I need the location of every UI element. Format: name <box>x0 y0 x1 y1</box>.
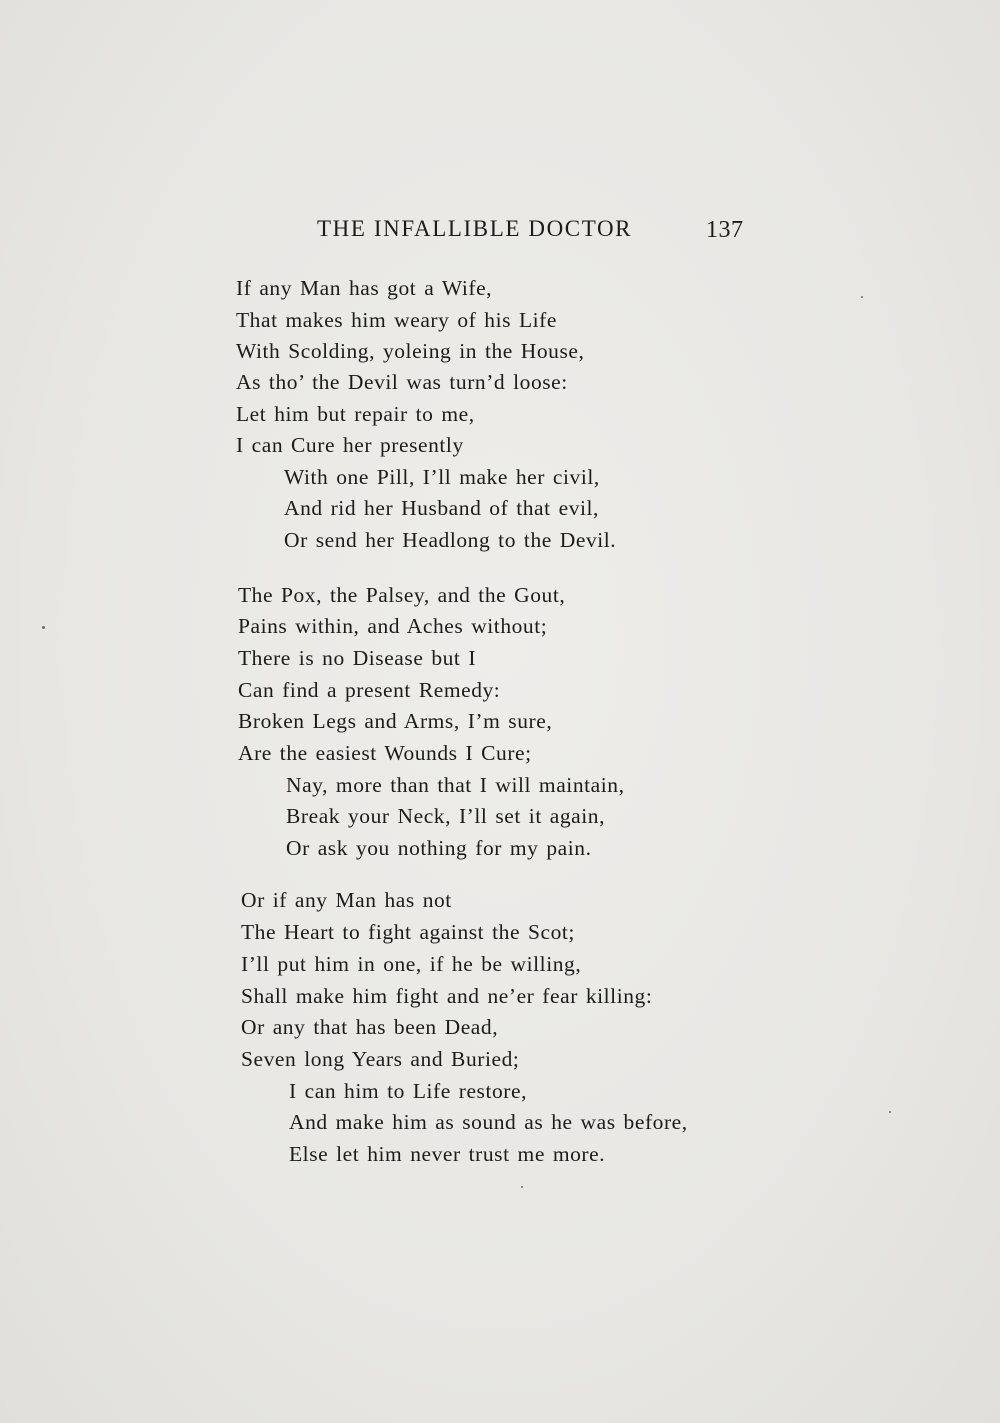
poem-line: Let him but repair to me, <box>236 402 475 426</box>
paper-speck <box>42 626 45 629</box>
poem-line: Seven long Years and Buried; <box>241 1047 520 1071</box>
poem-line: Pains within, and Aches without; <box>238 614 548 638</box>
poem-line-indented: Nay, more than that I will maintain, <box>286 773 625 797</box>
poem-line: Shall make him fight and ne’er fear killing: <box>241 984 653 1008</box>
paper-speck <box>521 1186 523 1188</box>
poem-line: I can Cure her presently <box>236 433 464 457</box>
poem-line: Are the easiest Wounds I Cure; <box>238 741 532 765</box>
poem-line: I’ll put him in one, if he be willing, <box>241 952 582 976</box>
paper-speck <box>861 296 863 298</box>
poem-line-indented: And make him as sound as he was before, <box>289 1110 688 1134</box>
poem-line: As tho’ the Devil was turn’d loose: <box>236 370 568 394</box>
poem-line: Or any that has been Dead, <box>241 1015 499 1039</box>
poem-line: That makes him weary of his Life <box>236 308 557 332</box>
poem-line: If any Man has got a Wife, <box>236 276 493 300</box>
running-head <box>0 216 1000 248</box>
poem-line: Can find a present Remedy: <box>238 678 501 702</box>
poem-line-indented: Or send her Headlong to the Devil. <box>284 528 617 552</box>
poem-line-indented: Else let him never trust me more. <box>289 1142 606 1166</box>
poem-line-indented: Or ask you nothing for my pain. <box>286 836 592 860</box>
poem-line-indented: With one Pill, I’ll make her civil, <box>284 465 600 489</box>
poem-line: With Scolding, yoleing in the House, <box>236 339 585 363</box>
poem-line-indented: And rid her Husband of that evil, <box>284 496 599 520</box>
running-head-title: THE INFALLIBLE DOCTOR <box>317 216 633 241</box>
poem-line-indented: I can him to Life restore, <box>289 1079 528 1103</box>
paper-speck <box>889 1111 891 1113</box>
poem-line: Or if any Man has not <box>241 888 452 912</box>
poem-line-indented: Break your Neck, I’ll set it again, <box>286 804 606 828</box>
poem-line: The Pox, the Palsey, and the Gout, <box>238 583 566 607</box>
poem-line: There is no Disease but I <box>238 646 477 670</box>
page-number: 137 <box>706 217 744 243</box>
poem-line: Broken Legs and Arms, I’m sure, <box>238 709 553 733</box>
poem-line: The Heart to fight against the Scot; <box>241 920 575 944</box>
